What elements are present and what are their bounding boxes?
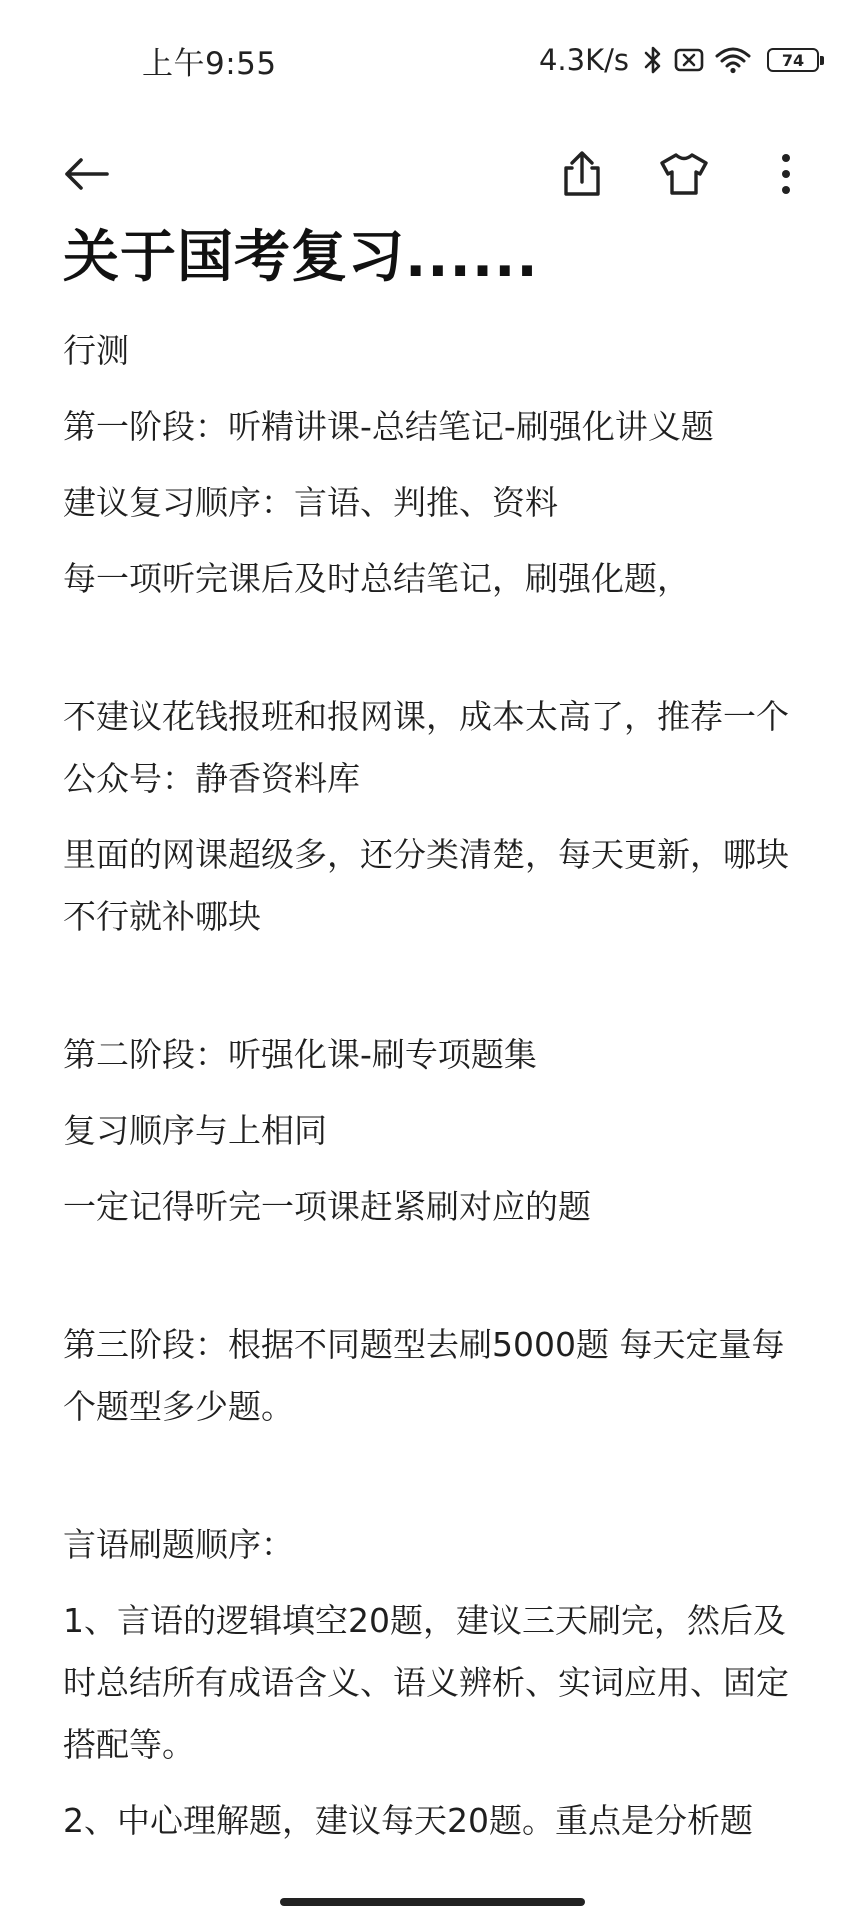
status-time: 上午9:55 (142, 46, 277, 82)
note-paragraph: 复习顺序与上相同 (63, 1111, 327, 1150)
note-paragraph: 言语刷题顺序： (63, 1525, 294, 1564)
theme-button[interactable] (646, 136, 722, 212)
note-body[interactable] (63, 320, 813, 1852)
blank-line (63, 624, 813, 686)
note-paragraph: 第三阶段：根据不同题型去刷5000题 每天定量每个题型多少题。 (63, 1325, 785, 1426)
home-indicator[interactable] (280, 1898, 585, 1906)
note-paragraph: 2、中心理解题，建议每天20题。重点是分析题 (63, 1801, 753, 1840)
note-paragraph: 里面的网课超级多，还分类清楚，每天更新，哪块不行就补哪块 (63, 835, 789, 936)
note-paragraph: 第一阶段：听精讲课-总结笔记-刷强化讲义题 (63, 407, 714, 446)
sim-blocked-icon (673, 45, 705, 75)
blank-line (63, 962, 813, 1024)
more-vertical-icon (780, 152, 792, 196)
status-bar (0, 0, 864, 116)
network-speed: 4.3K/s (538, 43, 629, 77)
note-paragraph: 行测 (63, 331, 129, 370)
back-arrow-icon (61, 154, 111, 194)
note-paragraph: 每一项听完课后及时总结笔记，刷强化题， (63, 559, 690, 598)
note-paragraph: 建议复习顺序：言语、判推、资料 (63, 483, 558, 522)
note-paragraph: 1、言语的逻辑填空20题，建议三天刷完，然后及时总结所有成语含义、语义辨析、实词应用、固定搭配等。 (63, 1601, 789, 1764)
bluetooth-icon (643, 45, 663, 75)
battery-level: 74 (781, 50, 805, 70)
blank-line (63, 1252, 813, 1314)
share-icon (560, 150, 604, 198)
note-paragraph: 一定记得听完一项课赶紧刷对应的题 (63, 1187, 591, 1226)
battery-icon (767, 48, 819, 72)
note-title[interactable]: 关于国考复习...... (63, 225, 539, 290)
note-toolbar (0, 116, 864, 232)
more-options-button[interactable] (748, 136, 824, 212)
note-paragraph: 不建议花钱报班和报网课，成本太高了，推荐一个公众号：静香资料库 (63, 697, 789, 798)
note-content[interactable] (63, 218, 813, 1866)
blank-line (63, 1452, 813, 1514)
note-paragraph: 第二阶段：听强化课-刷专项题集 (63, 1035, 537, 1074)
wifi-icon (715, 45, 751, 75)
tshirt-theme-icon (659, 151, 709, 197)
back-button[interactable] (48, 136, 124, 212)
share-button[interactable] (544, 136, 620, 212)
status-indicators (539, 40, 819, 80)
